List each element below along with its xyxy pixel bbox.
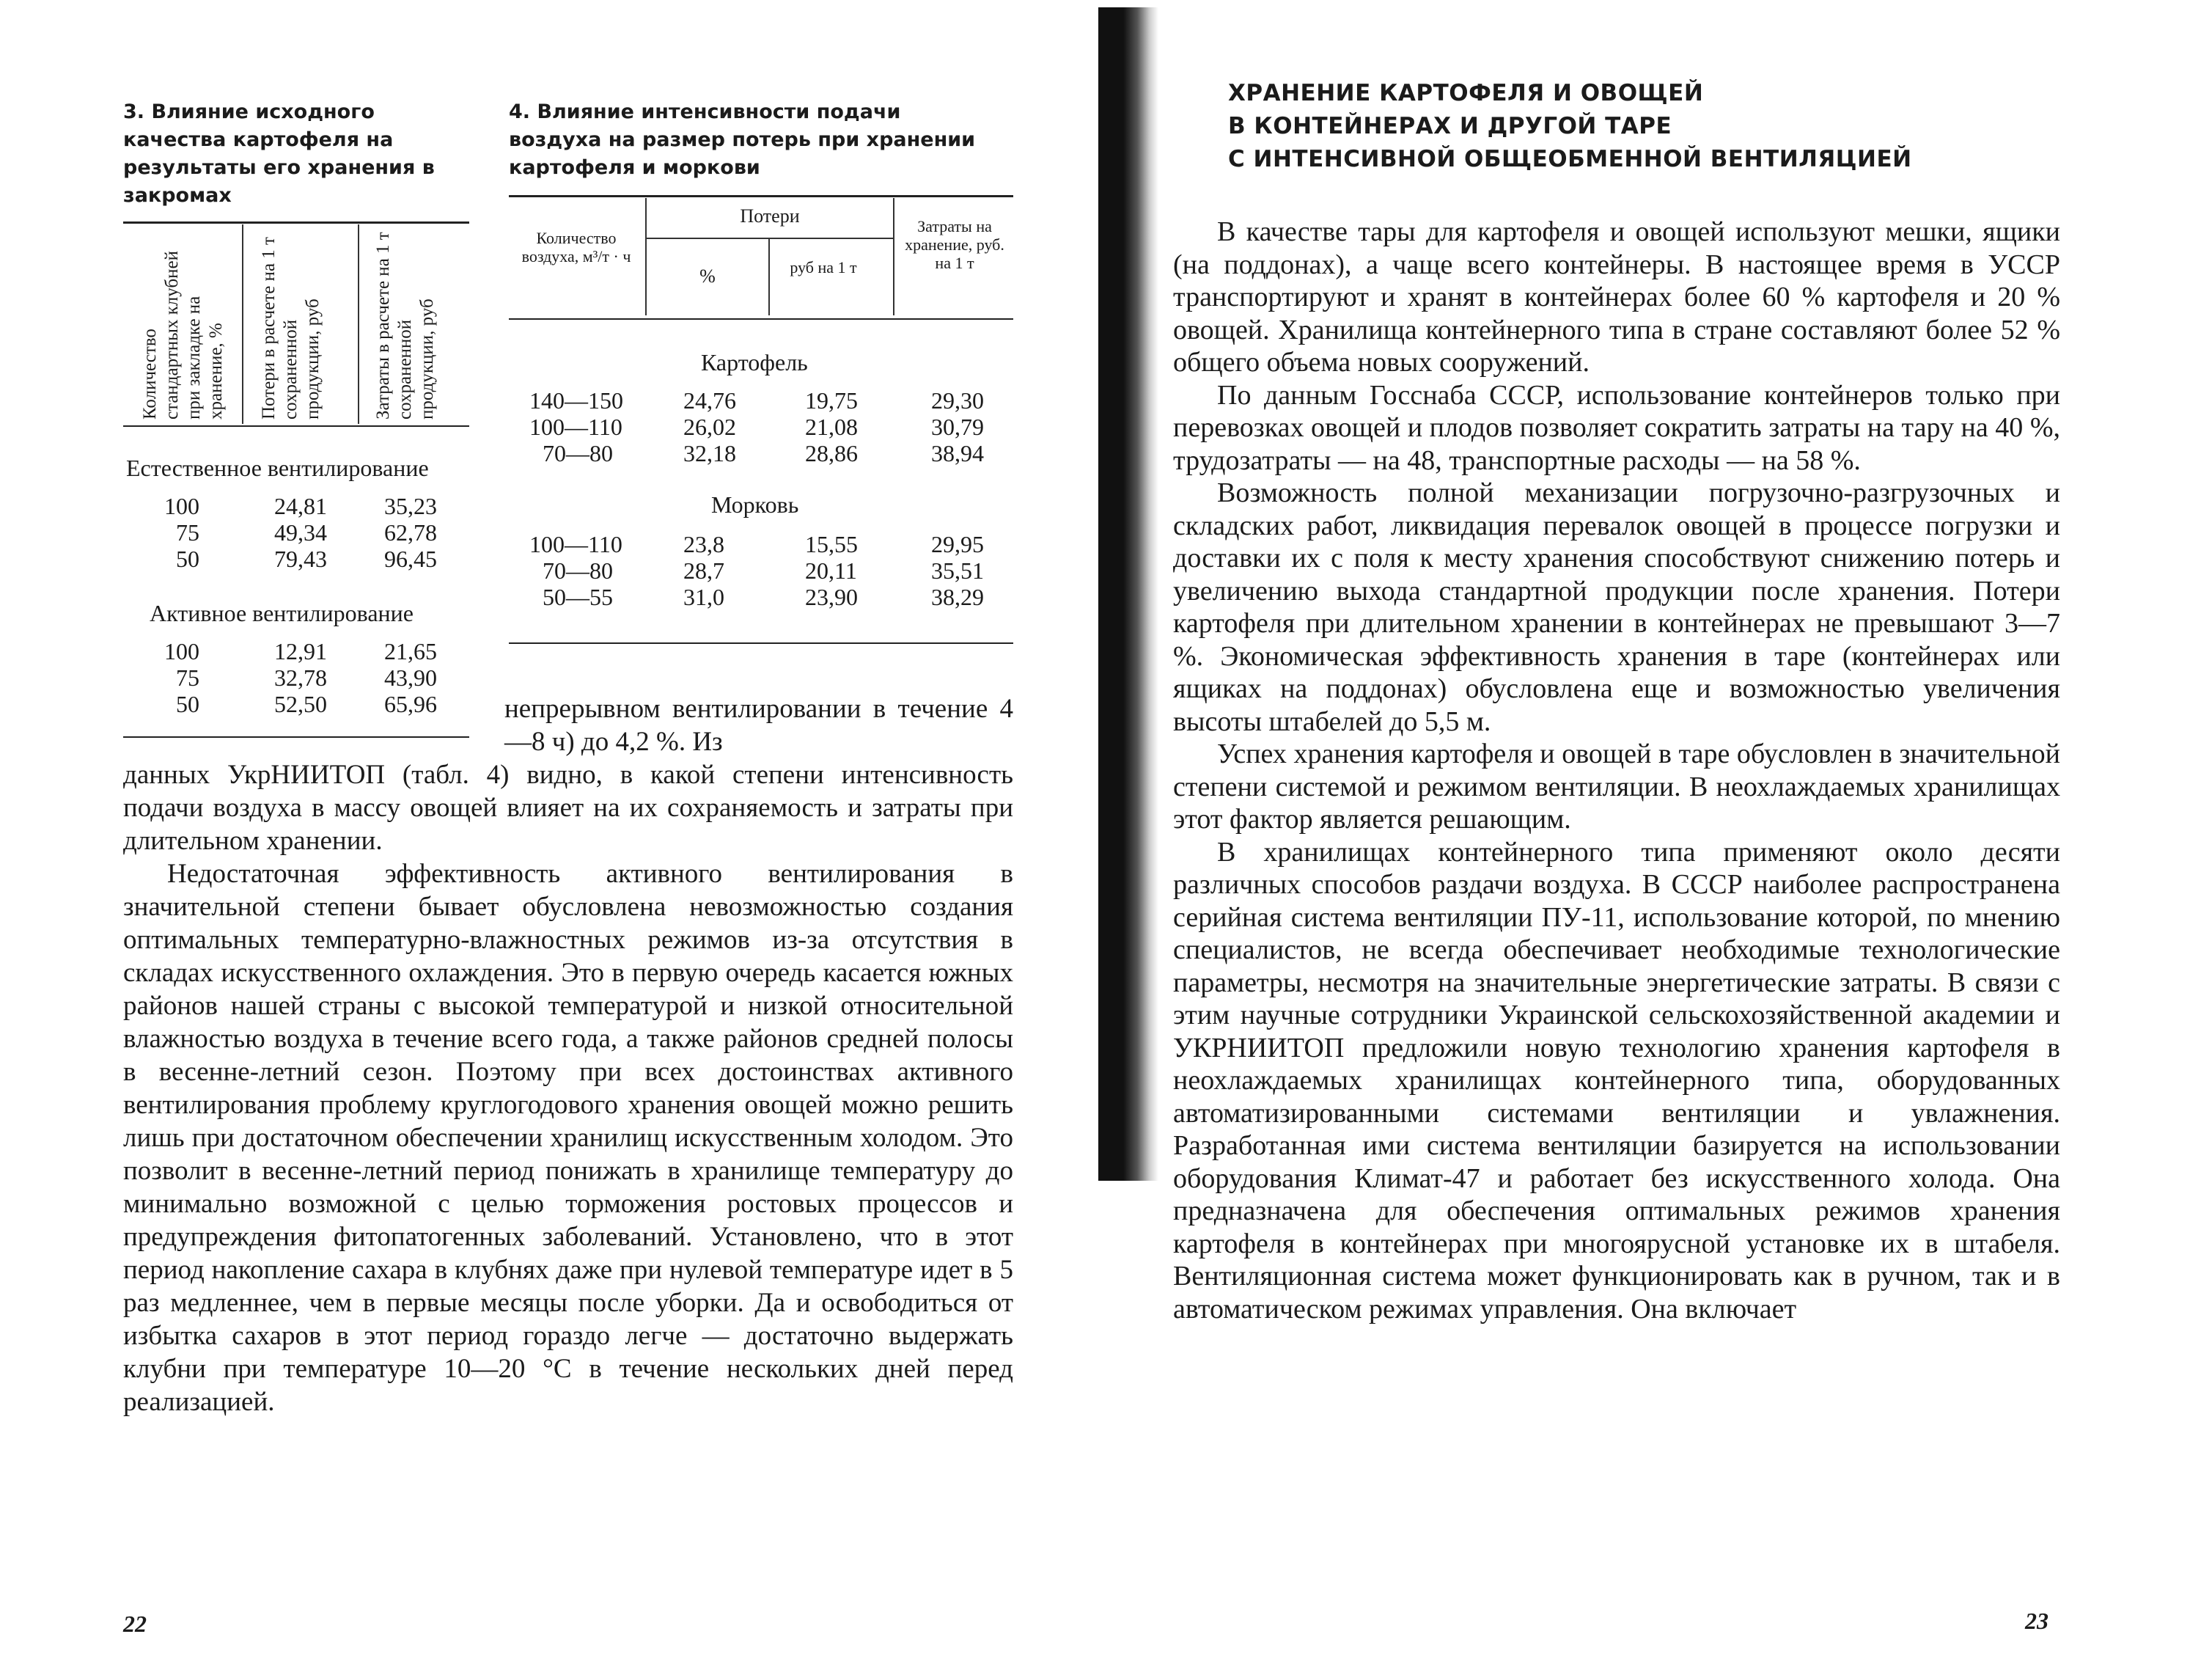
right-body-text <box>1173 216 2060 1325</box>
table-row: 100—110 26,02 21,08 30,79 <box>529 414 984 440</box>
table-3-section-title: Естественное вентилирование <box>126 455 429 481</box>
table-4-section-title: Морковь <box>711 491 799 518</box>
table-4-col-divider <box>893 198 894 315</box>
paragraph: Недостаточная эффективность активного вентилирования в значительной степени бывает обусловлена невозможностью создания оптимальных температурно-влажностных режимов из-за отсутствия в складах искусственного охлаждения. Это в первую очередь касается южных районов нашей страны с высокой температурой и низкой относительной влажностью воздуха в течение всего года, а также районов средней полосы в весенне-летний сезон. Поэтому при всех достоинствах активного вентилирования проблему круглогодового хранения овощей можно решить лишь при достаточном обеспечении хранилищ искусственным холодом. Это позволит в весенне-летний период понижать в хранилище температуру до минимально возможной с целью торможения ростовых процессов и предупреждения фитопатогенных заболеваний. Установлено, что в этот период накопление сахара в клубнях даже при нулевой температуре идет в 5 раз медленнее, чем в первые месяцы после уборки. Да и освободиться от избытка сахаров в этот период гораздо легче — достаточно выдержать клубни при температуре 10—20 °С в течение нескольких дней перед реализацией. <box>123 859 1013 1417</box>
table-3-col-header: Затраты в расчете на 1 т сохраненной продукции, руб <box>373 232 437 420</box>
table-4-header-air: Количество воздуха, м³/т · ч <box>521 229 631 265</box>
heading-line: В КОНТЕЙНЕРАХ И ДРУГОЙ ТАРЕ <box>1228 113 1672 139</box>
heading-line: С ИНТЕНСИВНОЙ ОБЩЕОБМЕННОЙ ВЕНТИЛЯЦИЕЙ <box>1228 146 1912 172</box>
heading-line: ХРАНЕНИЕ КАРТОФЕЛЯ И ОВОЩЕЙ <box>1228 80 1704 106</box>
body-text-right-column: непрерывном вентилировании в течение 4—8 ч) до 4,2 %. Из <box>504 694 1013 757</box>
page-number: 22 <box>123 1611 147 1637</box>
page-number: 23 <box>2025 1608 2049 1634</box>
table-4-bottom-rule <box>509 642 1013 644</box>
table-row: 100—110 23,8 15,55 29,95 <box>529 531 984 557</box>
table-row: 70—80 32,18 28,86 38,94 <box>543 440 984 466</box>
table-3-section-title: Активное вентилирование <box>150 600 414 626</box>
table-row: 50 52,50 65,96 <box>176 691 437 717</box>
paragraph: В качестве тары для картофеля и овощей используют мешки, ящики (на поддонах), а чаще всего контейнеры. В настоящее время в УССР транспортируют и хранят в контейнерах более 60 % картофеля и 20 % овощей. Хранилища контейнерного типа в стране составляют более 52 % общего объема новых сооружений. <box>1173 216 2060 378</box>
table-4-sub-rule <box>647 238 893 239</box>
table-row: 75 32,78 43,90 <box>176 664 437 691</box>
table-4-header-percent: % <box>699 265 716 287</box>
table-row: 100 12,91 21,65 <box>164 638 437 664</box>
table-3-col-header: Потери в расчете на 1 т сохраненной продукции, руб <box>259 237 323 420</box>
table-4-caption: 4. Влияние интенсивности подачи воздуха на размер потерь при хранении картофеля и моркови <box>509 100 976 179</box>
table-row: 70—80 28,7 20,11 35,51 <box>543 557 984 584</box>
table-row: 100 24,81 35,23 <box>164 493 437 519</box>
left-page <box>0 0 1100 1678</box>
paragraph: В хранилищах контейнерного типа применяют около десяти различных способов раздачи воздуха. В СССР наиболее распространена серийная система вентиляции ПУ-11, использование которой, по мнению специалистов, не всегда обеспечивает необходимые технологические параметры, несмотря на значительные энергетические затраты. В связи с этим научные сотрудники Украинской сельскохозяйственной академии и УКРНИИТОП предложили новую технологию хранения картофеля в неохлаждаемых хранилищах контейнерного типа, оборудованных автоматизированными системами вентиляции и увлажнения. Разработанная ими система вентиляции базируется на использовании оборудования Климат-47 и работает без искусственного холода. Она предназначена для обеспечения оптимальных режимов хранения картофеля в контейнерах при многоярусной установке их в штабеля. Вентиляционная система может функционировать как в ручном, так и в автоматическом режимах управления. Она включает <box>1173 836 2060 1325</box>
table-row: 50—55 31,0 23,90 38,29 <box>543 584 984 610</box>
paragraph: Возможность полной механизации погрузочно-разгрузочных и складских работ, ликвидация перевалок овощей в процессе погрузки и доставки их с поля к месту хранения способствуют снижению потерь и увеличению выхода стандартной продукции после хранения. Потери картофеля при длительном хранении в контейнерах не превышают 3—7 %. Экономическая эффективность хранения в таре (контейнерах или ящиках на поддонах) обусловлена еще и возможностью увеличения высоты штабелей до 5,5 м. <box>1173 477 2060 737</box>
paragraph: Успех хранения картофеля и овощей в таре обусловлен в значительной степени системой и режимом вентиляции. В неохлаждаемых хранилищах этот фактор является решающим. <box>1173 739 2060 835</box>
table-row: 140—150 24,76 19,75 29,30 <box>529 387 984 414</box>
table-4-col-divider <box>768 239 770 315</box>
table-3-col-header: Количество стандартных клубней при закладке на хранение, % <box>140 250 226 420</box>
table-3-caption: 3. Влияние исходного качества картофеля на результаты его хранения в закромах <box>123 100 435 207</box>
table-4-header-losses: Потери <box>740 205 800 227</box>
table-4-top-rule <box>509 195 1013 197</box>
table-4-header-rule <box>509 318 1013 320</box>
table-4-header-rub: руб на 1 т <box>790 258 857 276</box>
table-row: 75 49,34 62,78 <box>176 519 437 546</box>
table-3-bottom-rule <box>123 736 469 738</box>
table-3-top-rule <box>123 221 469 224</box>
body-text <box>123 758 1013 1418</box>
paragraph: данных УкрНИИТОП (табл. 4) видно, в какой степени интенсивность подачи воздуха в массу овощей влияет на их сохраняемость и затраты при длительном хранении. <box>123 760 1013 856</box>
table-row: 50 79,43 96,45 <box>176 546 437 572</box>
paragraph: По данным Госснаба СССР, использование контейнеров только при перевозках овощей и плодов позволяет сократить затраты на тару на 40 %, трудозатраты — на 48, транспортные расходы — на 58 %. <box>1173 379 2060 476</box>
table-4-header-costs: Затраты на хранение, руб. на 1 т <box>905 217 1004 272</box>
section-heading <box>1228 77 2145 176</box>
table-4-section-title: Картофель <box>701 349 808 375</box>
